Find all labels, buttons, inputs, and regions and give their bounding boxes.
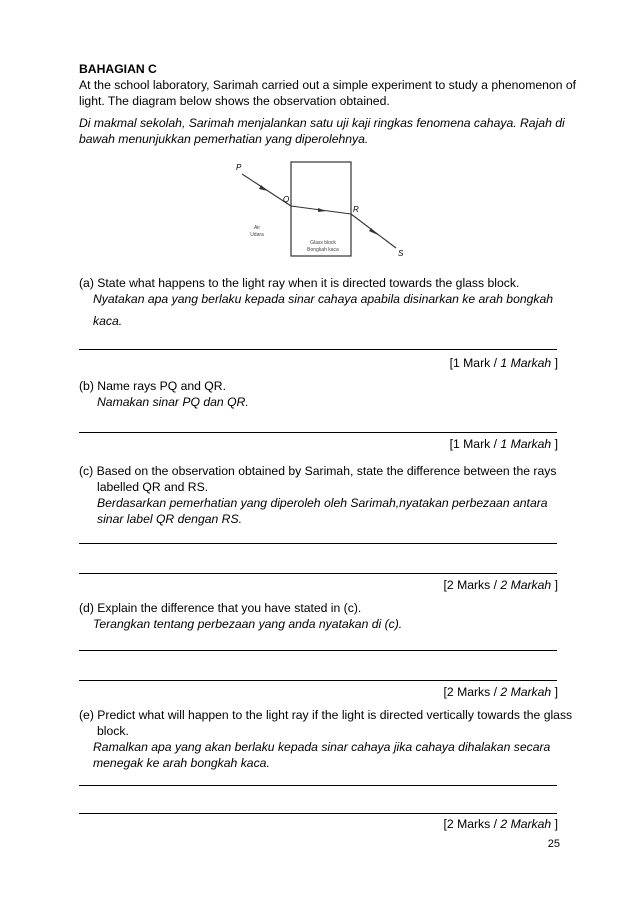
intro-english-line-1: At the school laboratory, Sarimah carried out a simple experiment to study a phenomenon of	[79, 78, 577, 92]
question-e-malay-line-1: Ramalkan apa yang akan berlaku kepada sinar cahaya jika cahaya dihalakan secara	[93, 740, 551, 754]
marks-d: [2 Marks / 2 Markah ]	[443, 685, 558, 699]
answer-line-c-2[interactable]	[79, 573, 557, 574]
refraction-diagram	[228, 158, 418, 260]
label-q: Q	[283, 195, 290, 204]
question-e-malay-line-2: menegak ke arah bongkah kaca.	[93, 756, 270, 770]
question-c-english-line-2: labelled QR and RS.	[97, 480, 209, 494]
question-a-english: (a) State what happens to the light ray when it is directed towards the glass block.	[79, 276, 520, 290]
answer-line-c-1[interactable]	[79, 543, 557, 544]
question-e-english-line-1: (e) Predict what will happen to the light ray if the light is directed vertically towards the glass	[79, 708, 573, 722]
page-number: 25	[547, 838, 560, 850]
marks-a: [1 Mark / 1 Markah ]	[449, 356, 558, 370]
intro-english-line-2: light. The diagram below shows the observation obtained.	[79, 94, 390, 108]
answer-line-a[interactable]	[79, 349, 557, 350]
question-b-english: (b) Name rays PQ and QR.	[79, 379, 226, 393]
intro-malay-line-2: bawah menunjukkan pemerhatian yang diperolehnya.	[79, 132, 369, 146]
marks-c: [2 Marks / 2 Markah ]	[443, 578, 558, 592]
answer-line-e-2[interactable]	[79, 813, 557, 814]
question-d-malay: Terangkan tentang perbezaan yang anda nyatakan di (c).	[93, 617, 403, 631]
marks-b: [1 Mark / 1 Markah ]	[449, 437, 558, 451]
answer-line-d-1[interactable]	[79, 650, 557, 651]
label-bongkah-kaca: Bongkah kaca	[307, 247, 339, 253]
question-a-malay-line-2: kaca.	[93, 314, 123, 328]
label-udara: Udara	[250, 232, 264, 238]
ray-rs-arrow	[369, 228, 378, 235]
question-c-malay-line-1: Berdasarkan pemerhatian yang diperoleh oleh Sarimah,nyatakan perbezaan antara	[97, 496, 548, 510]
label-r: R	[353, 205, 359, 214]
intro-malay-line-1: Di makmal sekolah, Sarimah menjalankan satu uji kaji ringkas fenomena cahaya. Rajah di	[79, 116, 565, 130]
answer-line-b[interactable]	[79, 432, 557, 433]
section-heading: BAHAGIAN C	[79, 62, 157, 76]
question-d-english: (d) Explain the difference that you have stated in (c).	[79, 601, 362, 615]
answer-line-e-1[interactable]	[79, 785, 557, 786]
label-glass-block: Glass block	[310, 240, 336, 246]
question-b-malay: Namakan sinar PQ dan QR.	[97, 395, 249, 409]
answer-line-d-2[interactable]	[79, 680, 557, 681]
question-c-malay-line-2: sinar label QR dengan RS.	[97, 512, 242, 526]
question-e-english-line-2: block.	[97, 724, 129, 738]
label-s: S	[398, 249, 404, 258]
label-p: P	[236, 163, 242, 172]
marks-e: [2 Marks / 2 Markah ]	[443, 817, 558, 831]
question-a-malay-line-1: Nyatakan apa yang berlaku kepada sinar cahaya apabila disinarkan ke arah bongkah	[93, 292, 554, 306]
question-c-english-line-1: (c) Based on the observation obtained by Sarimah, state the difference between the rays	[79, 464, 557, 478]
label-air: Air	[253, 225, 261, 231]
